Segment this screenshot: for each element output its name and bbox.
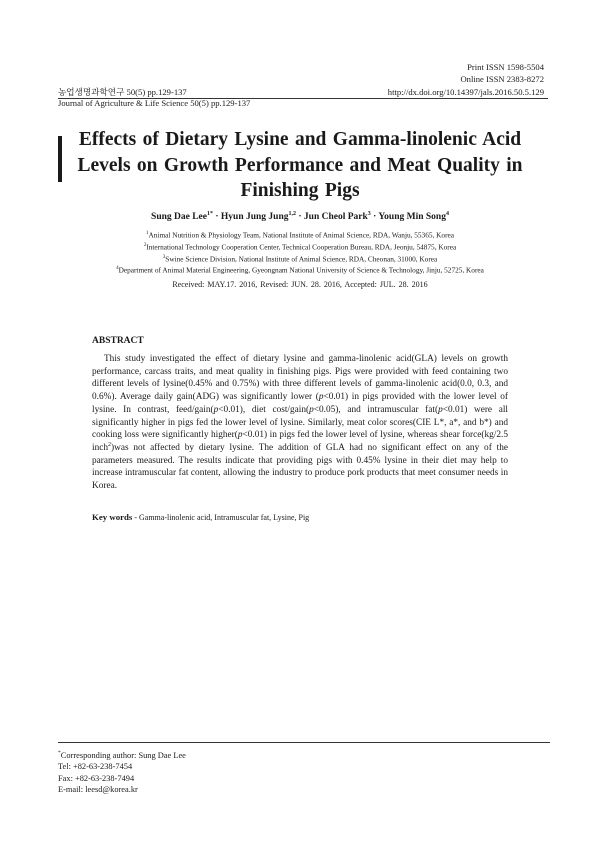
paper-title (70, 127, 530, 204)
p-value-symbol: p (318, 392, 324, 403)
abstract-text: <0.01) were all significantly higher in pigs fed the lower level of lysine. Similarly, meat color scores(CIE L*, a*, and b*) and cooking loss were significantly higher( (92, 404, 508, 441)
author-name: Hyun Jung Jung (220, 212, 289, 223)
affiliation-text: Department of Animal Material Engineering, Gyeongnam National University of Science & Technology, Jinju, 52725, Korea (118, 265, 484, 275)
corresponding-author (58, 748, 186, 761)
doi-link[interactable]: http://dx.doi.org/10.14397/jals.2016.50.5.129 (387, 87, 544, 97)
email[interactable]: E-mail: leesd@korea.kr (58, 785, 138, 795)
title-line: Levels on Growth Performance and Meat Quality in (77, 154, 523, 176)
telephone: Tel: +82-63-238-7454 (58, 762, 133, 772)
received-dates: Received: MAY.17. 2016, Revised: JUN. 28. 2016, Accepted: JUL. 28. 2016 (172, 280, 428, 289)
author-separator: · (296, 212, 304, 223)
superscript: 2 (108, 441, 112, 448)
print-issn: Print ISSN 1598-5504 (467, 62, 544, 72)
author-affil-mark: 1,2 (288, 211, 296, 217)
affiliation-mark: 3 (162, 254, 166, 260)
keywords-label: Key words (92, 512, 133, 522)
fax: Fax: +82-63-238-7494 (58, 773, 135, 783)
footnote-mark: * (58, 750, 61, 756)
title-line: Effects of Dietary Lysine and Gamma-linolenic Acid (78, 129, 522, 150)
issn-block (460, 62, 544, 85)
abstract-text: <0.05), and intramuscular fat( (313, 404, 439, 415)
journal-korean: 농업생명과학연구 50(5) pp.129-137 (58, 87, 187, 97)
affiliations (58, 229, 542, 276)
corresponding-text: Corresponding author: Sung Dae Lee (60, 750, 186, 760)
keywords (92, 512, 508, 522)
affiliation-mark: 2 (143, 242, 147, 248)
author-affil-mark: 3 (367, 211, 371, 217)
affiliation-mark: 4 (116, 266, 119, 272)
p-value-symbol: p (213, 404, 219, 415)
author-separator: · (212, 212, 221, 223)
abstract-text: This study investigated the effect of dietary lysine and gamma-linolenic acid(GLA) levels on growth performance, carcass traits, and meat quality in finishing pigs. Pigs were provided with feed containing two different levels of lysine(0.45% and 0.75%) with three different levels of gamma-linolenic acid(0.0, 0.3, and 0.6%). Average daily gain(ADG) was significantly lower ( (92, 354, 508, 403)
online-issn: Online ISSN 2383-8272 (460, 73, 544, 84)
affiliation (58, 264, 542, 276)
abstract-text: )was not affected by dietary lysine. The addition of GLA had no significant effect on any of the parameters measured. The results indicate that providing pigs with 0.45% lysine in their diet may help to increase intramuscular fat content, allowing the industry to produce pork products that meet consumer needs in Korea. (92, 442, 508, 492)
abstract-text: <0.01) in pigs fed the lower level of lysine, whereas shear force(kg/2.5 inch (92, 430, 508, 453)
author-name: Sung Dae Lee (151, 212, 207, 223)
footnote-divider (58, 742, 550, 743)
p-value-symbol: p (309, 404, 314, 415)
affiliation (58, 253, 542, 265)
abstract-text: <0.01) in pigs provided with the lower level of lysine. In contrast, feed/gain( (92, 392, 508, 415)
title-line: Finishing Pigs (240, 180, 360, 201)
abstract-text: <0.01), diet cost/gain( (218, 404, 310, 415)
author-list (58, 211, 542, 222)
p-value-symbol: p (237, 430, 243, 441)
keywords-text: - Gamma-linolenic acid, Intramuscular fat, Lysine, Pig (132, 513, 310, 522)
affiliation-text: International Technology Cooperation Center, Technical Cooperation Bureau, RDA, Jeonju, 54875, Korea (146, 242, 457, 252)
author-name: Young Min Song (378, 212, 446, 223)
affiliation-text: Animal Nutrition & Physiology Team, National Institute of Animal Science, RDA, Wanju, 55365, Korea (148, 230, 454, 240)
author-separator: · (370, 212, 379, 223)
title-accent-bar (58, 136, 62, 182)
affiliation-text: Swine Science Division, National Institute of Animal Science, RDA, Cheonan, 31000, Korea (165, 254, 438, 264)
affiliation-mark: 1 (146, 231, 149, 236)
abstract-heading: ABSTRACT (92, 336, 144, 346)
affiliation (58, 229, 542, 241)
author-affil-mark: 4 (445, 211, 449, 217)
journal-english: Journal of Agriculture & Life Science 50(5) pp.129-137 (58, 98, 251, 108)
affiliation (58, 241, 542, 253)
corresponding-footnote (58, 748, 186, 796)
abstract-body (92, 353, 508, 493)
p-value-symbol: p (438, 404, 443, 415)
author-affil-mark: 1* (206, 211, 213, 217)
author-name: Jun Cheol Park (303, 212, 368, 223)
header-divider (58, 98, 548, 99)
